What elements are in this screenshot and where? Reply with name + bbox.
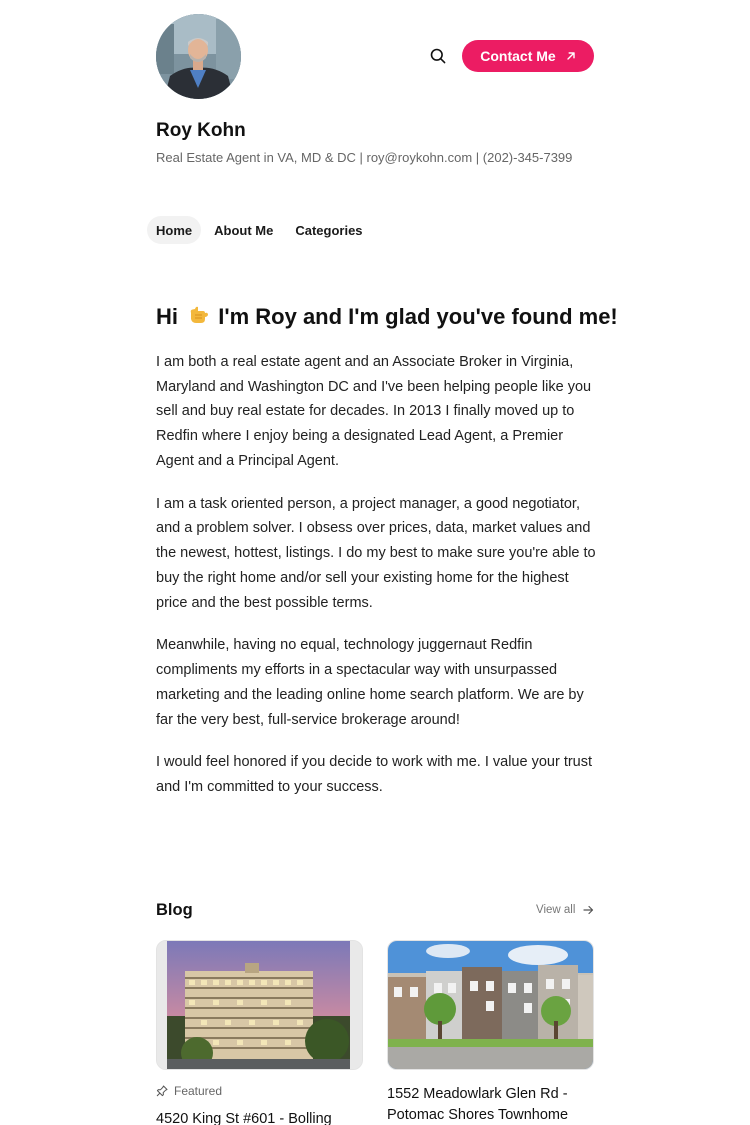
- blog-card[interactable]: [156, 940, 363, 1070]
- blog-card[interactable]: [387, 940, 594, 1070]
- townhome-photo: [388, 941, 594, 1070]
- pin-icon: [156, 1085, 168, 1097]
- profile-tagline: Real Estate Agent in VA, MD & DC | roy@roykohn.com | (202)-345-7399: [156, 150, 573, 165]
- intro-paragraph: I would feel honored if you decide to work with me. I value your trust and I'm committed to your success.: [156, 754, 593, 796]
- blog-card-title[interactable]: 4520 King St #601 - Bolling: [156, 1111, 332, 1125]
- blog-section-title: Blog: [156, 901, 193, 919]
- featured-badge: [156, 1084, 222, 1098]
- view-all-label: View all: [536, 904, 576, 916]
- featured-badge-label: Featured: [174, 1084, 223, 1098]
- avatar-photo: [156, 14, 241, 99]
- blog-card-image: [156, 940, 363, 1070]
- avatar: [156, 14, 241, 99]
- apartment-building-photo: [157, 941, 363, 1070]
- contact-button[interactable]: [462, 40, 594, 72]
- nav-item-home[interactable]: Home: [147, 216, 201, 244]
- intro-heading-text: I'm Roy and I'm glad you've found me!: [218, 304, 618, 329]
- intro-heading-greeting: Hi: [156, 304, 178, 329]
- nav-item-categories[interactable]: Categories: [295, 222, 363, 238]
- intro-heading: [156, 303, 618, 330]
- arrow-right-icon: [583, 905, 594, 915]
- view-all-link[interactable]: [536, 904, 594, 916]
- intro-paragraph: I am both a real estate agent and an Associate Broker in Virginia, Maryland and Washington DC and I've been helping people like you sell and buy real estate for decades. In 2013 I finally moved up to Redfin where I enjoy being a designated Lead Agent, a Premier Agent and a Principal Agent.: [156, 354, 592, 469]
- contact-button-label: Contact Me: [480, 48, 556, 64]
- call-me-hand-emoji: [186, 303, 210, 327]
- blog-card-title[interactable]: 1552 Meadowlark Glen Rd - Potomac Shores Townhome: [387, 1086, 569, 1123]
- intro-paragraph: Meanwhile, having no equal, technology juggernaut Redfin compliments my efforts in a spectacular way with unsurpassed marketing and the leading online home search platform. We are by far the very best, full-service brokerage around!: [156, 637, 584, 728]
- search-button[interactable]: [426, 44, 450, 68]
- main-nav: [147, 216, 372, 244]
- profile-name: Roy Kohn: [156, 120, 246, 141]
- nav-item-about-me[interactable]: About Me: [214, 222, 274, 238]
- blog-card-image: [387, 940, 594, 1070]
- search-icon: [430, 48, 446, 64]
- arrow-up-right-icon: [566, 51, 576, 61]
- intro-body: [156, 350, 596, 818]
- intro-paragraph: I am a task oriented person, a project manager, a good negotiator, and a problem solver. I obsess over prices, data, market values and the newest, hottest, listings. I do my best to make sure you're able to buy the right home and/or sell your existing home for the highest price and the best possible terms.: [156, 495, 596, 611]
